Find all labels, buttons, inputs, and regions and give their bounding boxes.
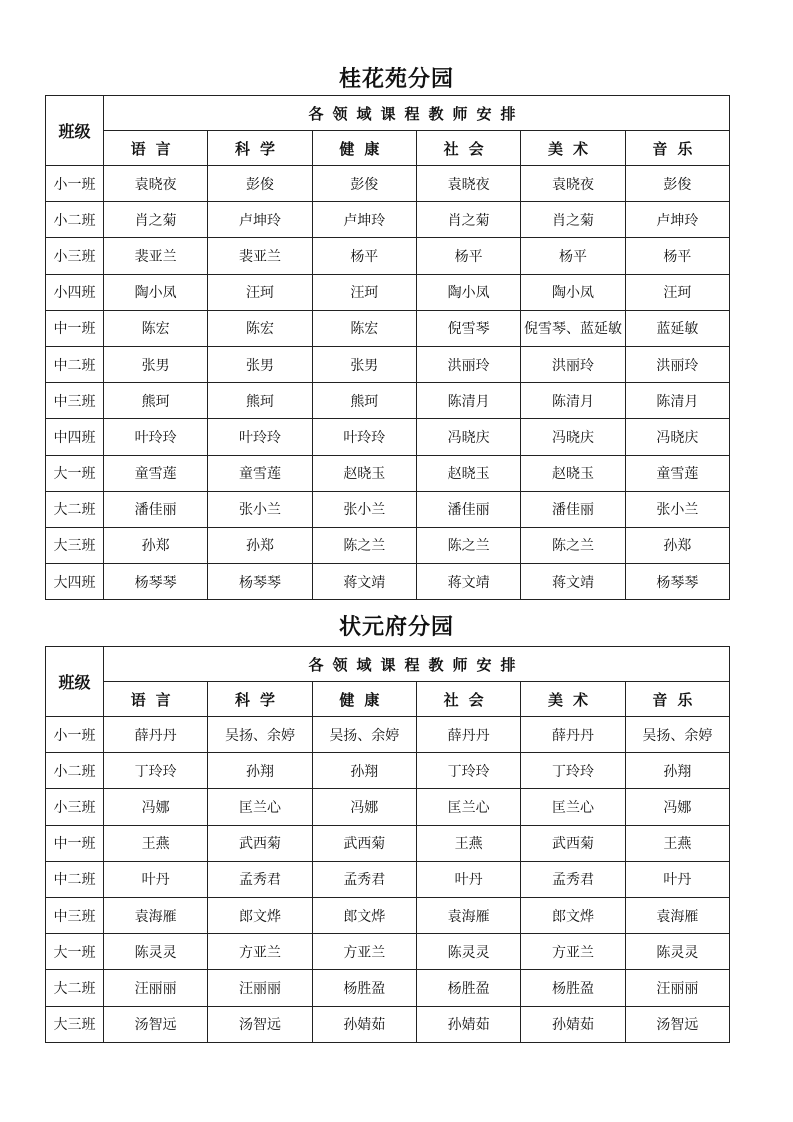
teacher-cell: 彭俊 (208, 166, 312, 202)
section-title: 桂花苑分园 (338, 67, 454, 92)
class-name-cell: 小一班 (46, 166, 104, 202)
class-name-cell: 中二班 (46, 346, 104, 382)
teacher-cell: 蒋文靖 (312, 564, 416, 600)
teacher-cell: 陈灵灵 (416, 934, 520, 970)
teacher-cell: 孙婧茹 (416, 1006, 520, 1042)
teacher-cell: 袁海雁 (625, 897, 729, 933)
teacher-cell: 张小兰 (312, 491, 416, 527)
teacher-cell: 孙郑 (625, 527, 729, 563)
teacher-cell: 杨琴琴 (208, 564, 312, 600)
teacher-cell: 冯娜 (625, 789, 729, 825)
table-row (46, 934, 730, 970)
teacher-cell: 丁玲玲 (521, 753, 625, 789)
subject-header: 语言 (104, 131, 208, 166)
class-name-cell: 大二班 (46, 970, 104, 1006)
table-row (46, 202, 730, 238)
teacher-cell: 陈之兰 (312, 527, 416, 563)
teacher-cell: 叶丹 (625, 861, 729, 897)
teacher-cell: 童雪莲 (208, 455, 312, 491)
teacher-cell: 裴亚兰 (104, 238, 208, 274)
teacher-cell: 倪雪琴、蓝延敏 (521, 310, 625, 346)
class-name-cell: 小二班 (46, 202, 104, 238)
teacher-cell: 王燕 (416, 825, 520, 861)
teacher-cell: 潘佳丽 (416, 491, 520, 527)
teacher-cell: 杨平 (521, 238, 625, 274)
teacher-cell: 杨平 (312, 238, 416, 274)
teacher-cell: 陈清月 (416, 383, 520, 419)
teacher-cell: 陈灵灵 (104, 934, 208, 970)
teacher-cell: 赵晓玉 (521, 455, 625, 491)
teacher-cell: 武西菊 (312, 825, 416, 861)
teacher-cell: 袁晓夜 (104, 166, 208, 202)
teacher-cell: 陈清月 (625, 383, 729, 419)
table-row (46, 238, 730, 274)
teacher-cell: 郎文烨 (521, 897, 625, 933)
table-row (46, 491, 730, 527)
teacher-cell: 陶小凤 (104, 274, 208, 310)
teacher-cell: 武西菊 (521, 825, 625, 861)
subject-header: 社会 (416, 131, 520, 166)
teacher-cell: 卢坤玲 (208, 202, 312, 238)
teacher-cell: 陶小凤 (416, 274, 520, 310)
teacher-cell: 陈宏 (104, 310, 208, 346)
teacher-cell: 丁玲玲 (416, 753, 520, 789)
teacher-cell: 叶丹 (104, 861, 208, 897)
teacher-cell: 袁海雁 (104, 897, 208, 933)
table-row (46, 346, 730, 382)
teacher-cell: 冯娜 (104, 789, 208, 825)
teacher-cell: 武西菊 (208, 825, 312, 861)
table-row (46, 897, 730, 933)
teacher-cell: 袁海雁 (416, 897, 520, 933)
teacher-cell: 郎文烨 (208, 897, 312, 933)
teacher-cell: 陈清月 (521, 383, 625, 419)
table-row (46, 383, 730, 419)
teacher-cell: 汪丽丽 (208, 970, 312, 1006)
teacher-cell: 王燕 (625, 825, 729, 861)
teacher-cell: 潘佳丽 (521, 491, 625, 527)
teacher-cell: 倪雪琴 (416, 310, 520, 346)
teacher-cell: 汪珂 (625, 274, 729, 310)
teacher-cell: 陈宏 (208, 310, 312, 346)
table-row (46, 717, 730, 753)
table-row (46, 419, 730, 455)
teacher-schedule-table (45, 646, 730, 1043)
teacher-cell: 卢坤玲 (625, 202, 729, 238)
teacher-cell: 洪丽玲 (625, 346, 729, 382)
table-row (46, 789, 730, 825)
class-column-header: 班级 (46, 96, 104, 166)
teacher-cell: 汪珂 (208, 274, 312, 310)
subject-header: 健康 (312, 682, 416, 717)
class-column-header: 班级 (46, 647, 104, 717)
teacher-cell: 叶玲玲 (104, 419, 208, 455)
class-name-cell: 小二班 (46, 753, 104, 789)
teacher-cell: 叶玲玲 (312, 419, 416, 455)
teacher-cell: 肖之菊 (416, 202, 520, 238)
class-name-cell: 小三班 (46, 789, 104, 825)
teacher-cell: 熊珂 (104, 383, 208, 419)
teacher-cell: 潘佳丽 (104, 491, 208, 527)
teacher-cell: 丁玲玲 (104, 753, 208, 789)
table-row (46, 753, 730, 789)
teacher-cell: 冯晓庆 (521, 419, 625, 455)
table-row (46, 564, 730, 600)
teacher-cell: 杨胜盈 (416, 970, 520, 1006)
teacher-cell: 汪丽丽 (625, 970, 729, 1006)
teacher-cell: 赵晓玉 (312, 455, 416, 491)
class-name-cell: 大三班 (46, 1006, 104, 1042)
teacher-cell: 孙翔 (208, 753, 312, 789)
teacher-schedule-table (45, 95, 730, 600)
class-name-cell: 中三班 (46, 383, 104, 419)
teacher-cell: 孙翔 (625, 753, 729, 789)
teacher-cell: 杨琴琴 (625, 564, 729, 600)
teacher-cell: 孙郑 (208, 527, 312, 563)
section-title: 状元府分园 (338, 615, 454, 640)
teacher-cell: 匡兰心 (416, 789, 520, 825)
teacher-cell: 童雪莲 (625, 455, 729, 491)
teacher-cell: 彭俊 (312, 166, 416, 202)
teacher-cell: 张男 (312, 346, 416, 382)
teacher-cell: 孙郑 (104, 527, 208, 563)
teacher-cell: 孟秀君 (521, 861, 625, 897)
subject-header: 科学 (208, 682, 312, 717)
subject-header: 健康 (312, 131, 416, 166)
table-row (46, 527, 730, 563)
teacher-cell: 孟秀君 (312, 861, 416, 897)
teacher-cell: 汤智远 (625, 1006, 729, 1042)
teacher-cell: 张男 (208, 346, 312, 382)
teacher-cell: 孙婧茹 (521, 1006, 625, 1042)
teacher-cell: 方亚兰 (208, 934, 312, 970)
teacher-cell: 吴扬、余婷 (208, 717, 312, 753)
class-name-cell: 中一班 (46, 310, 104, 346)
teacher-cell: 薛丹丹 (521, 717, 625, 753)
table-row (46, 274, 730, 310)
teacher-cell: 薛丹丹 (416, 717, 520, 753)
teacher-cell: 吴扬、余婷 (312, 717, 416, 753)
table-body (46, 166, 730, 600)
subject-header: 科学 (208, 131, 312, 166)
teacher-cell: 吴扬、余婷 (625, 717, 729, 753)
subject-header-row (46, 682, 730, 717)
teacher-cell: 杨胜盈 (312, 970, 416, 1006)
subject-header: 语言 (104, 682, 208, 717)
table-row (46, 455, 730, 491)
teacher-cell: 童雪莲 (104, 455, 208, 491)
table-body (46, 717, 730, 1043)
teacher-cell: 熊珂 (208, 383, 312, 419)
class-name-cell: 小一班 (46, 717, 104, 753)
teacher-cell: 杨琴琴 (104, 564, 208, 600)
teacher-cell: 陈之兰 (521, 527, 625, 563)
teacher-cell: 肖之菊 (104, 202, 208, 238)
teacher-cell: 孙翔 (312, 753, 416, 789)
table-row (46, 970, 730, 1006)
teacher-cell: 肖之菊 (521, 202, 625, 238)
teacher-cell: 裴亚兰 (208, 238, 312, 274)
class-name-cell: 中二班 (46, 861, 104, 897)
teacher-cell: 方亚兰 (521, 934, 625, 970)
table-row (46, 166, 730, 202)
teacher-cell: 杨平 (625, 238, 729, 274)
class-name-cell: 中四班 (46, 419, 104, 455)
table-row (46, 861, 730, 897)
subject-header: 音乐 (625, 131, 729, 166)
teacher-cell: 匡兰心 (208, 789, 312, 825)
table-row (46, 310, 730, 346)
table-row (46, 825, 730, 861)
teacher-cell: 蓝延敏 (625, 310, 729, 346)
teacher-cell: 冯娜 (312, 789, 416, 825)
teacher-cell: 蒋文靖 (521, 564, 625, 600)
teacher-cell: 冯晓庆 (625, 419, 729, 455)
teacher-cell: 汤智远 (208, 1006, 312, 1042)
subject-header: 美术 (521, 131, 625, 166)
teacher-cell: 熊珂 (312, 383, 416, 419)
class-name-cell: 大三班 (46, 527, 104, 563)
group-header: 各领域课程教师安排 (104, 647, 730, 682)
class-name-cell: 小三班 (46, 238, 104, 274)
teacher-cell: 彭俊 (625, 166, 729, 202)
teacher-cell: 孙婧茹 (312, 1006, 416, 1042)
class-name-cell: 大一班 (46, 934, 104, 970)
class-name-cell: 大四班 (46, 564, 104, 600)
teacher-cell: 郎文烨 (312, 897, 416, 933)
teacher-cell: 洪丽玲 (521, 346, 625, 382)
teacher-cell: 袁晓夜 (416, 166, 520, 202)
teacher-cell: 杨胜盈 (521, 970, 625, 1006)
teacher-cell: 孟秀君 (208, 861, 312, 897)
teacher-cell: 张男 (104, 346, 208, 382)
subject-header: 美术 (521, 682, 625, 717)
teacher-cell: 陈灵灵 (625, 934, 729, 970)
teacher-cell: 陶小凤 (521, 274, 625, 310)
teacher-cell: 陈之兰 (416, 527, 520, 563)
subject-header-row (46, 131, 730, 166)
teacher-cell: 叶丹 (416, 861, 520, 897)
class-name-cell: 大一班 (46, 455, 104, 491)
teacher-cell: 陈宏 (312, 310, 416, 346)
teacher-cell: 张小兰 (208, 491, 312, 527)
teacher-cell: 袁晓夜 (521, 166, 625, 202)
teacher-cell: 王燕 (104, 825, 208, 861)
table-row (46, 1006, 730, 1042)
teacher-cell: 卢坤玲 (312, 202, 416, 238)
teacher-cell: 蒋文靖 (416, 564, 520, 600)
teacher-cell: 匡兰心 (521, 789, 625, 825)
teacher-cell: 冯晓庆 (416, 419, 520, 455)
class-name-cell: 大二班 (46, 491, 104, 527)
group-header: 各领域课程教师安排 (104, 96, 730, 131)
subject-header: 社会 (416, 682, 520, 717)
teacher-cell: 杨平 (416, 238, 520, 274)
teacher-cell: 汤智远 (104, 1006, 208, 1042)
class-name-cell: 中三班 (46, 897, 104, 933)
teacher-cell: 洪丽玲 (416, 346, 520, 382)
class-name-cell: 中一班 (46, 825, 104, 861)
teacher-cell: 张小兰 (625, 491, 729, 527)
class-name-cell: 小四班 (46, 274, 104, 310)
teacher-cell: 汪丽丽 (104, 970, 208, 1006)
subject-header: 音乐 (625, 682, 729, 717)
teacher-cell: 薛丹丹 (104, 717, 208, 753)
teacher-cell: 方亚兰 (312, 934, 416, 970)
teacher-cell: 汪珂 (312, 274, 416, 310)
teacher-cell: 赵晓玉 (416, 455, 520, 491)
teacher-cell: 叶玲玲 (208, 419, 312, 455)
